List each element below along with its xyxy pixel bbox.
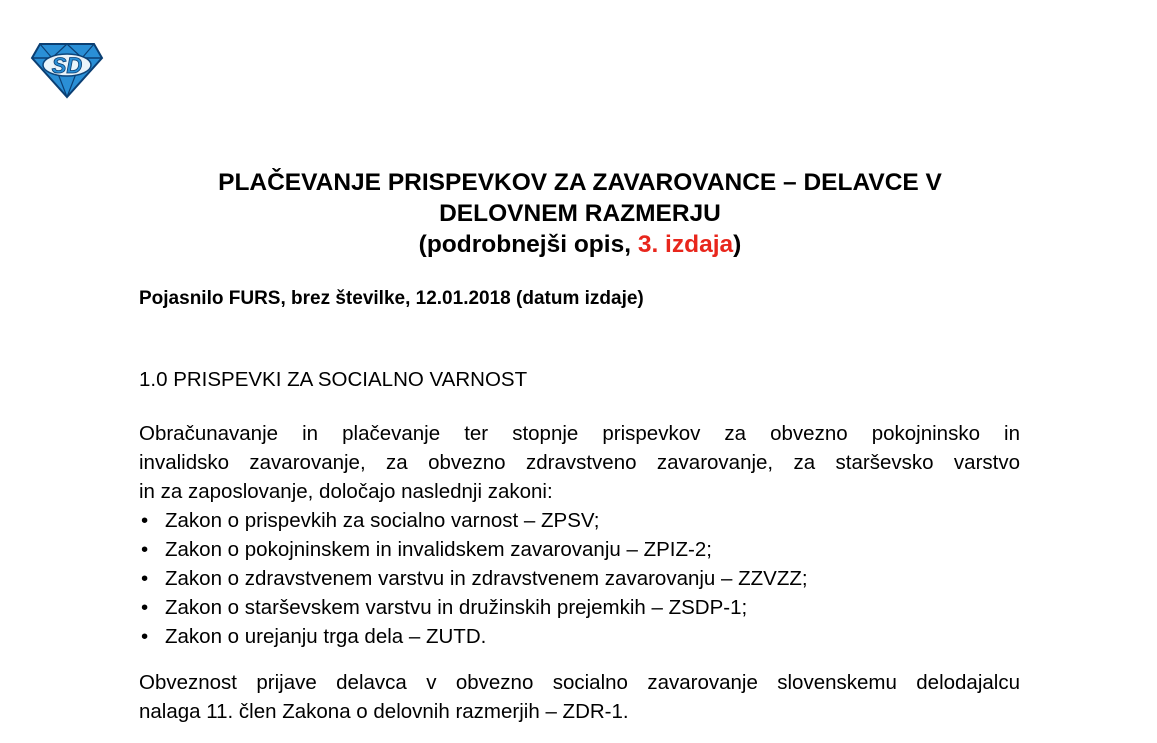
laws-list [139,506,1020,651]
obligation-paragraph [139,668,1020,726]
law-name: Zakon o zdravstvenem varstvu in zdravstvenem zavarovanju – ZZVZZ; [165,567,808,590]
document-title [140,167,1020,260]
title-line-3 [140,229,1020,260]
paragraph-line: invalidsko zavarovanje, za obvezno zdravstveno zavarovanje, za starševsko varstvo [139,451,1020,474]
law-name: Zakon o pokojninskem in invalidskem zavarovanju – ZPIZ-2; [165,538,712,561]
bullet-icon: • [141,625,149,648]
paragraph-line: in za zaposlovanje, določajo naslednji zakoni: [139,480,553,503]
paragraph-line: Obračunavanje in plačevanje ter stopnje prispevkov za obvezno pokojninsko in [139,422,1020,445]
diamond-logo-icon [30,40,104,100]
paragraph-line: nalaga 11. člen Zakona o delovnih razmerjih – ZDR-1. [139,700,629,723]
list-item [139,564,1020,593]
title-line-1: PLAČEVANJE PRISPEVKOV ZA ZAVAROVANCE – DELAVCE V [218,169,942,196]
company-logo [30,40,104,100]
list-item [139,535,1020,564]
paragraph-line: Obveznost prijave delavca v obvezno socialno zavarovanje slovenskemu delodajalcu [139,671,1020,694]
law-name: Zakon o urejanju trga dela – ZUTD. [165,625,487,648]
list-item [139,622,1020,651]
title-edition-prefix: (podrobnejši opis, [418,231,638,258]
bullet-icon: • [141,538,149,561]
title-edition-number: 3. izdaja [637,231,734,258]
list-item [139,593,1020,622]
logo-letters: SD [51,53,83,78]
bullet-icon: • [141,596,149,619]
law-name: Zakon o prispevkih za socialno varnost – ZPSV; [165,509,600,532]
document-subtitle: Pojasnilo FURS, brez številke, 12.01.2018 (datum izdaje) [139,288,644,309]
section-heading: 1.0 PRISPEVKI ZA SOCIALNO VARNOST [139,368,528,391]
bullet-icon: • [141,567,149,590]
bullet-icon: • [141,509,149,532]
intro-paragraph [139,419,1020,651]
title-line-2: DELOVNEM RAZMERJU [439,200,721,227]
title-edition-suffix: ) [733,231,742,258]
law-name: Zakon o starševskem varstvu in družinskih prejemkih – ZSDP-1; [165,596,748,619]
list-item [139,506,1020,535]
